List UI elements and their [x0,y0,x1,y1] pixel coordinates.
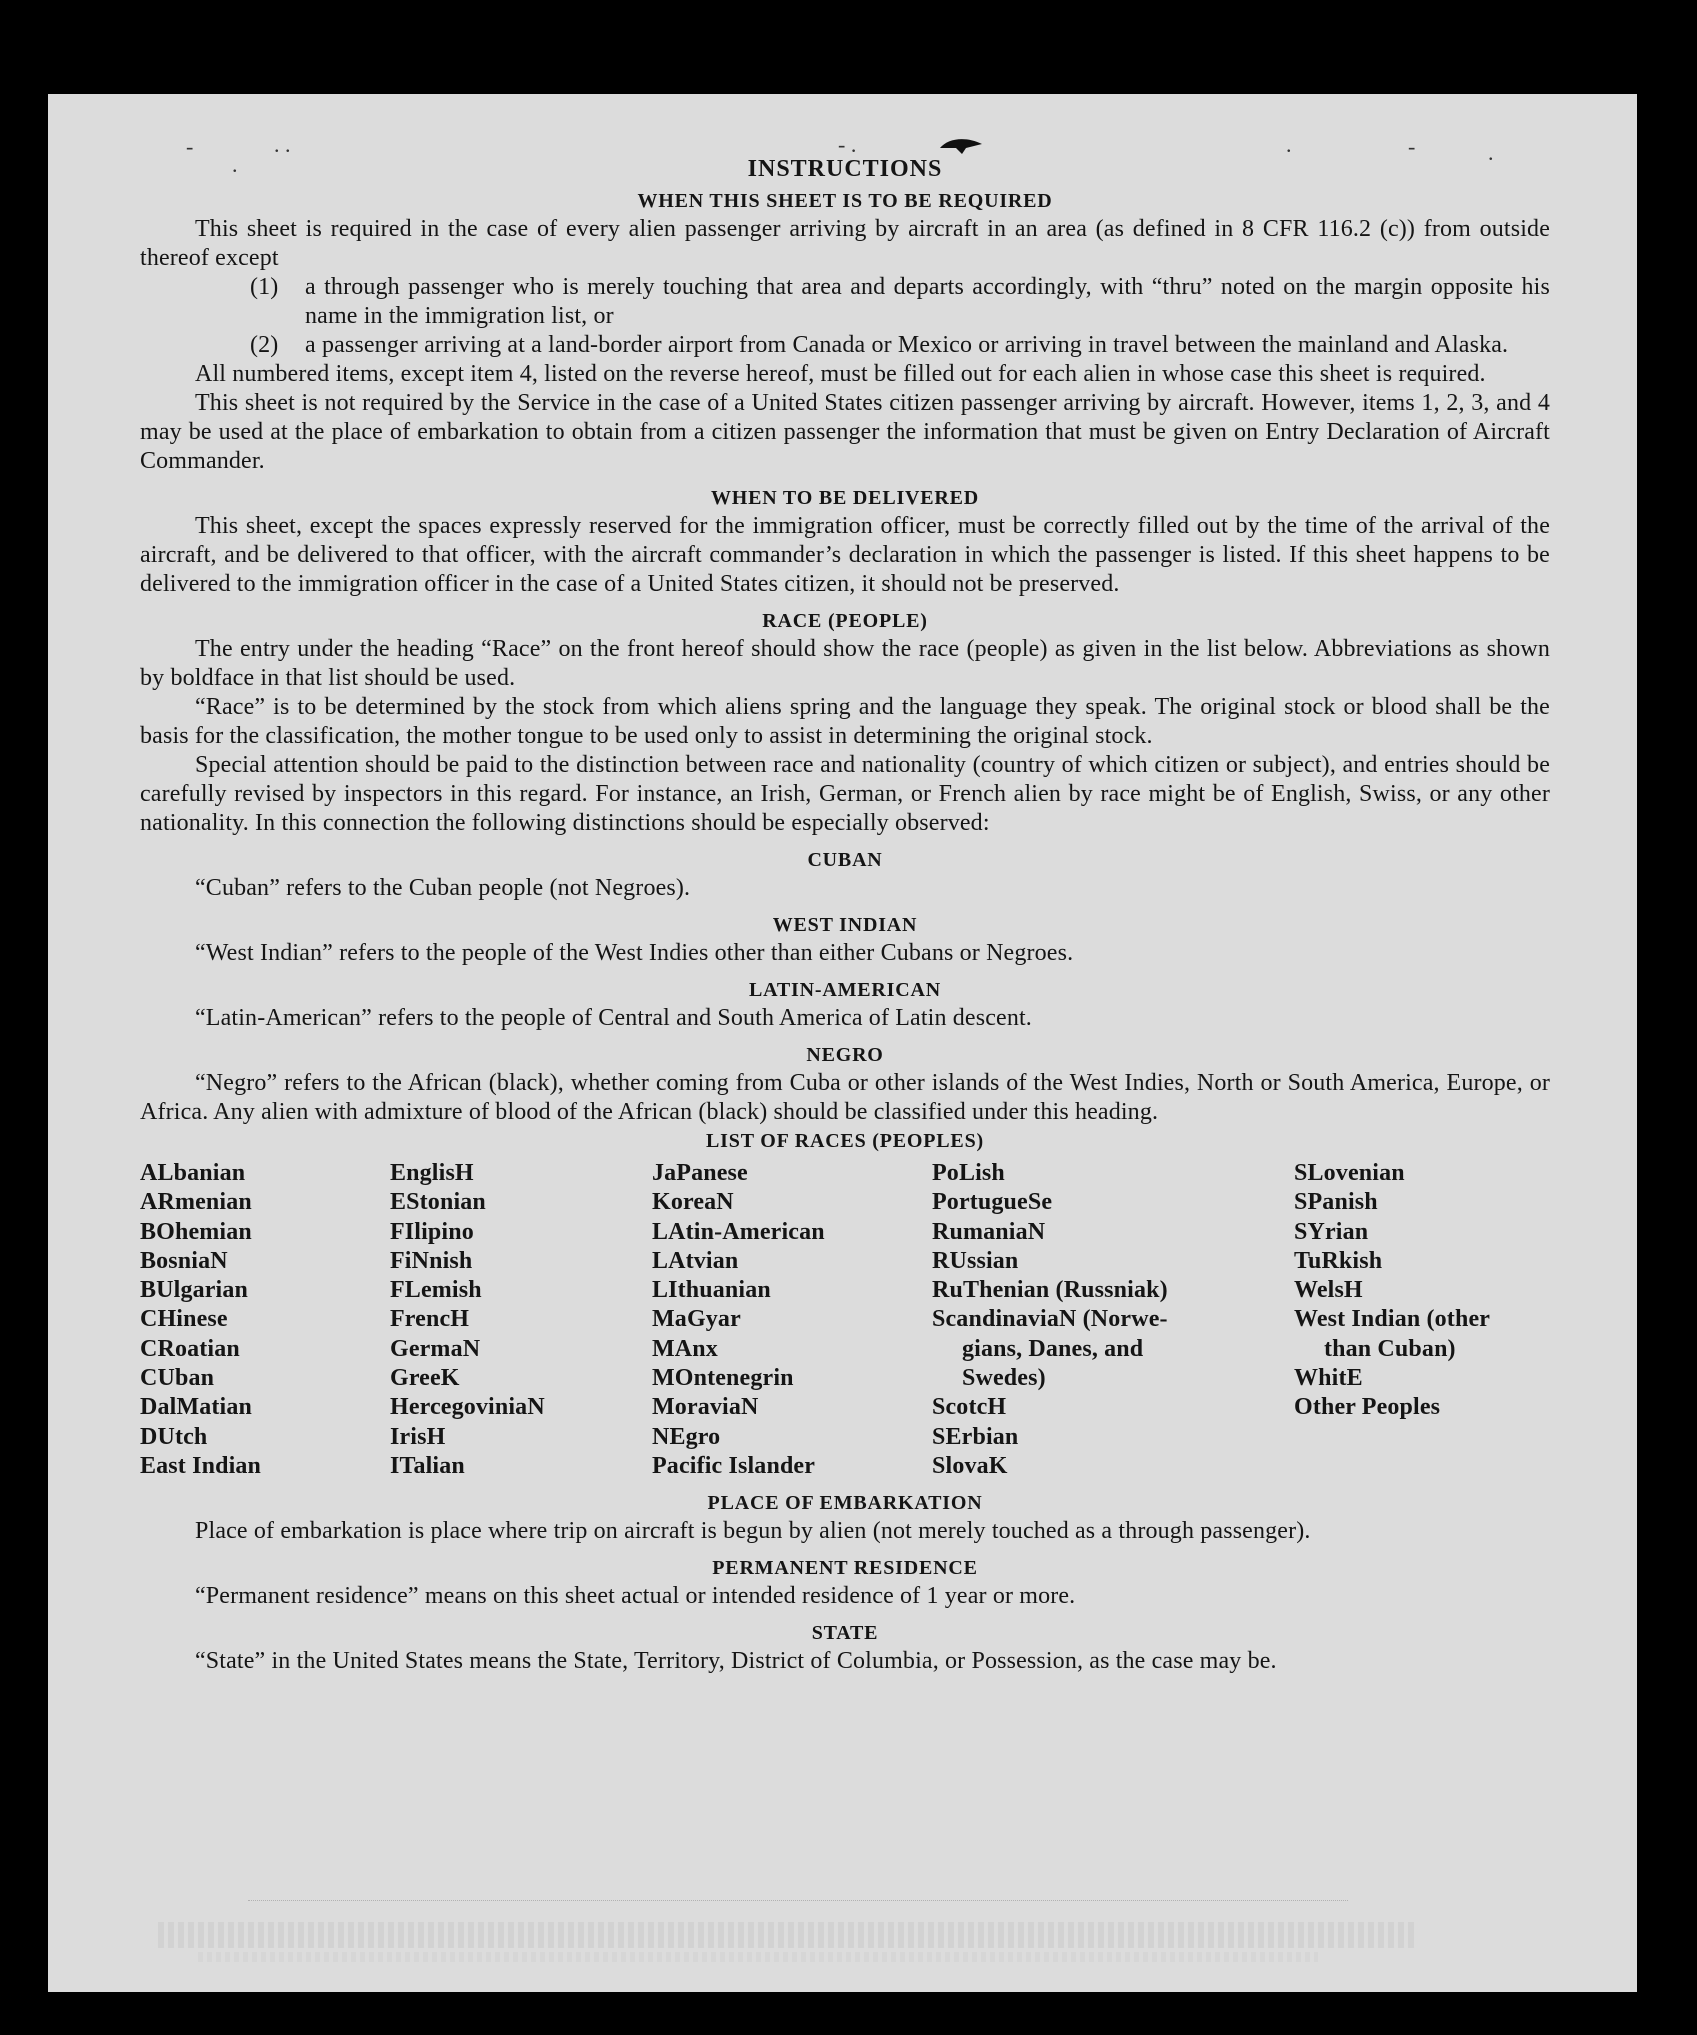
races-column [652,1159,932,1481]
race-entry: GermaN [390,1335,481,1362]
race-entry: HercegoviniaN [390,1394,545,1421]
scan-speck: . [232,152,238,177]
race-entry: Other Peoples [1294,1394,1441,1421]
section-heading-embarkation: PLACE OF EMBARKATION [707,1492,983,1515]
race-entry: PortugueSe [932,1189,1053,1216]
race-entry: FLemish [390,1277,482,1304]
paragraph: This sheet is not required by the Service in the case of a United States citizen passenger arriving by aircraft. However, items 1, 2, 3, and 4 may be used at the place of embarkation to obtain from a citizen passenger the information that must be given on Entry Declaration of Aircraft Commander. [140,390,1550,474]
paragraph: “Race” is to be determined by the stock from which aliens spring and the language they speak. The original stock or blood shall be the basis for the classification, the mother tongue to be used only to assist in determining the original stock. [140,694,1550,749]
race-entry: NEgro [652,1423,721,1450]
scan-speck: - [186,134,194,159]
race-entry: MaGyar [652,1306,741,1333]
paragraph: “Permanent residence” means on this sheet actual or intended residence of 1 year or more. [195,1583,1076,1610]
race-entry: WelsH [1294,1277,1363,1304]
race-entry: BUlgarian [140,1277,249,1304]
paragraph: “State” in the United States means the State, Territory, District of Columbia, or Possession, as the case may be. [195,1648,1277,1675]
race-entry: RUssian [932,1247,1019,1274]
race-entry: WhitE [1294,1365,1363,1392]
paragraph: This sheet is required in the case of every alien passenger arriving by aircraft in an area (as defined in 8 CFR 116.2 (c)) from outside thereof except [140,216,1550,271]
race-entry: SlovaK [932,1452,1008,1479]
ink-blot-mark [936,134,986,156]
race-entry: MoraviaN [652,1394,759,1421]
race-entry: ARmenian [140,1189,252,1216]
race-entry: SErbian [932,1423,1019,1450]
races-table [140,1159,1550,1481]
race-entry: JaPanese [652,1160,748,1186]
paragraph: All numbered items, except item 4, listed on the reverse hereof, must be filled out for each alien in whose case this sheet is required. [195,361,1486,387]
scan-speck: . [1488,140,1494,165]
race-entry: PoLish [932,1160,1005,1186]
race-entry: ScandinaviaN (Norwe- [932,1306,1168,1333]
race-entry: CHinese [140,1306,228,1333]
scan-speck: . . [274,132,291,157]
race-entry: MAnx [652,1335,718,1362]
races-column [390,1159,652,1481]
race-entry: DUtch [140,1423,208,1450]
list-item [140,273,1550,331]
race-entry: gians, Danes, and [962,1335,1144,1362]
item-number: (2) [250,332,279,358]
race-entry: BosniaN [140,1247,228,1274]
race-entry: FiNnish [390,1247,473,1274]
race-entry: ITalian [390,1452,465,1479]
section-heading-state: STATE [811,1622,879,1645]
section-heading-list-of-races: LIST OF RACES (PEOPLES) [706,1130,984,1152]
section-heading-latin-american: LATIN-AMERICAN [749,979,941,1001]
race-entry: EnglisH [390,1160,474,1186]
race-entry: FIlipino [390,1218,474,1245]
scan-speck: . [1286,132,1292,157]
race-entry: CRoatian [140,1335,240,1362]
instructions-body [140,154,1550,1676]
bleed-through-text [158,1922,1418,1948]
race-entry: West Indian (other [1294,1306,1491,1333]
item-text: a passenger arriving at a land-border airport from Canada or Mexico or arriving in travel between the mainland and Alaska. [305,332,1509,358]
list-item [140,331,1550,360]
race-entry: IrisH [390,1423,446,1450]
scan-speck: - . [838,132,857,157]
race-entry: LIthuanian [652,1277,771,1304]
race-entry: ALbanian [140,1160,246,1186]
race-entry: SYrian [1294,1218,1369,1245]
race-entry: MOntenegrin [652,1365,794,1392]
race-entry: KoreaN [652,1189,734,1216]
item-number: (1) [250,274,279,300]
paragraph: This sheet, except the spaces expressly reserved for the immigration officer, must be correctly filled out by the time of the arrival of the aircraft, and be delivered to that officer, with the aircraft commander’s declaration in which the passenger is listed. If this sheet happens to be delivered to the immigration officer in the case of a United States citizen, it should not be preserved. [140,513,1550,597]
race-entry: RuThenian (Russniak) [932,1277,1168,1304]
race-entry: FrencH [390,1306,470,1333]
section-heading-when-required: WHEN THIS SHEET IS TO BE REQUIRED [637,190,1053,212]
race-entry: DalMatian [140,1394,253,1421]
race-entry: East Indian [140,1452,262,1479]
section-heading-negro: NEGRO [806,1044,884,1066]
section-heading-cuban: CUBAN [807,849,883,871]
paragraph: “Cuban” refers to the Cuban people (not Negroes). [195,875,691,901]
race-entry: Swedes) [962,1365,1046,1392]
race-entry: RumaniaN [932,1218,1046,1245]
paragraph: Special attention should be paid to the distinction between race and nationality (country of which citizen or subject), and entries should be carefully revised by inspectors in this regard. For instance, an Irish, German, or French alien by race might be of English, Swiss, or any other nationality. In this connection the following distinctions should be especially observed: [140,752,1550,836]
document-sheet [48,94,1637,1992]
paragraph: Place of embarkation is place where trip on aircraft is begun by alien (not merely touched as a through passenger). [195,1518,1311,1545]
race-entry: BOhemian [140,1218,252,1245]
section-heading-race: RACE (PEOPLE) [762,610,928,632]
races-column [140,1159,390,1481]
race-entry: CUban [140,1365,215,1392]
bleed-through-text [198,1952,1318,1962]
scan-speck: - [1408,134,1416,159]
section-heading-when-delivered: WHEN TO BE DELIVERED [710,487,980,509]
race-entry: SLovenian [1294,1160,1405,1186]
race-entry: TuRkish [1294,1247,1383,1274]
section-heading-permanent-residence: PERMANENT RESIDENCE [712,1557,978,1580]
race-entry: LAtin-American [652,1218,825,1245]
paragraph: “Latin-American” refers to the people of Central and South America of Latin descent. [195,1005,1032,1031]
race-entry: ScotcH [932,1394,1007,1421]
race-entry: SPanish [1294,1189,1378,1216]
section-heading-west-indian: WEST INDIAN [772,914,918,936]
race-entry: than Cuban) [1324,1335,1456,1362]
race-entry: Pacific Islander [652,1452,816,1479]
item-text: a through passenger who is merely touching that area and departs accordingly, with “thru” noted on the margin opposite his name in the immigration list, or [305,274,1550,329]
page-title: INSTRUCTIONS [747,156,943,182]
paragraph: The entry under the heading “Race” on the front hereof should show the race (people) as given in the list below. Abbreviations as shown by boldface in that list should be used. [140,636,1550,691]
race-entry: EStonian [390,1189,486,1216]
races-column [1294,1159,1550,1481]
paragraph: “Negro” refers to the African (black), whether coming from Cuba or other islands of the West Indies, North or South America, Europe, or Africa. Any alien with admixture of blood of the African (black) should be classified under this heading. [140,1070,1550,1125]
paragraph: “West Indian” refers to the people of the West Indies other than either Cubans or Negroes. [195,940,1074,966]
races-column [932,1159,1294,1481]
race-entry: GreeK [390,1365,460,1392]
bleed-through-text [248,1900,1348,1915]
race-entry: LAtvian [652,1247,739,1274]
